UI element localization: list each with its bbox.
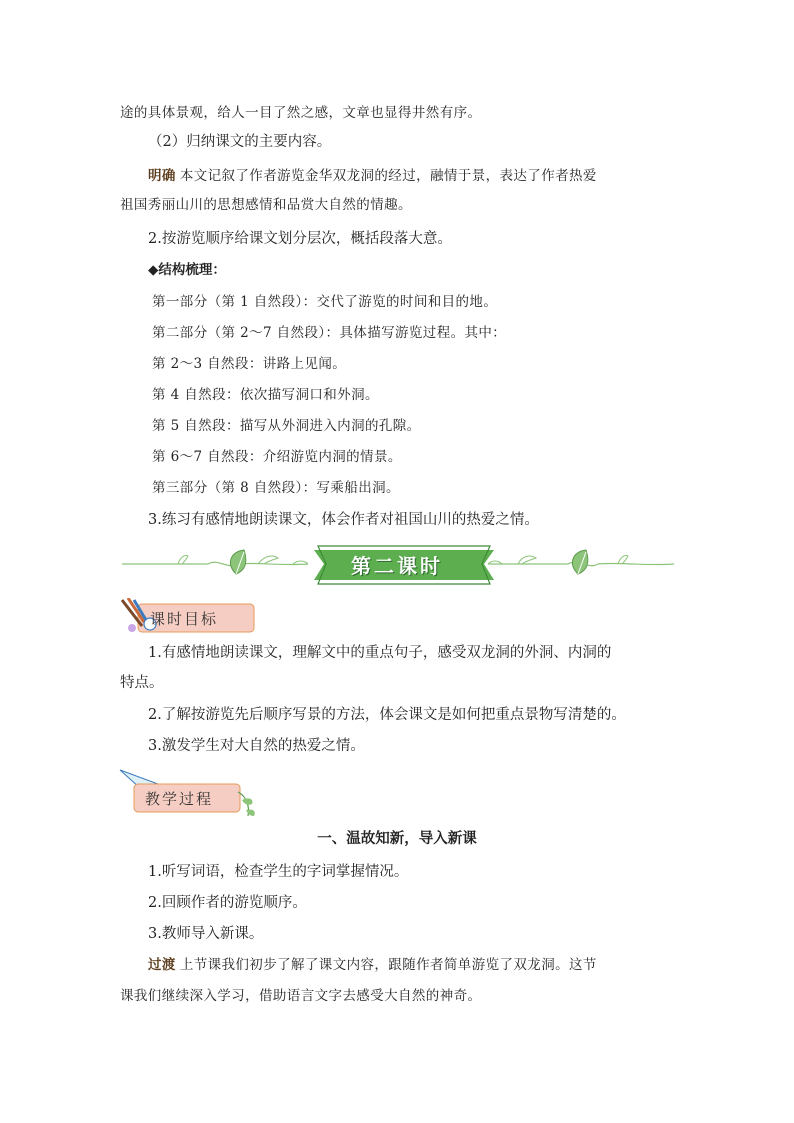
objective-item: 3.激发学生对大自然的热爱之情。	[148, 738, 365, 754]
mingque-paragraph	[148, 166, 708, 186]
leaf-icon	[572, 550, 587, 574]
guodu-text: 上节课我们初步了解了课文内容，跟随作者简单游览了双龙洞。这节	[179, 957, 597, 973]
mingque-text: 本文记叙了作者游览金华双龙洞的经过，融情于景，表达了作者热爱	[179, 168, 597, 184]
question-2: （2）归纳课文的主要内容。	[148, 134, 332, 150]
process-step: 3.教师导入新课。	[148, 926, 264, 942]
process-step: 2.回顾作者的游览顺序。	[148, 895, 307, 911]
process-step: 1.听写词语，检查学生的字词掌握情况。	[148, 864, 409, 880]
leaf-sprig-icon	[238, 792, 255, 816]
structure-heading: ◆结构梳理：	[148, 262, 226, 278]
lesson-banner-label: 第二课时	[351, 553, 443, 578]
objective-item: 1.有感情地朗读课文，理解文中的重点句子，感受双龙洞的外洞、内洞的	[148, 645, 612, 661]
structure-item: 第 6～7 自然段：介绍游览内洞的情景。	[152, 449, 402, 465]
task-3: 3.练习有感情地朗读课文，体会作者对祖国山川的热爱之情。	[148, 512, 539, 528]
objectives-tag-label: 课时目标	[150, 610, 219, 628]
guodu-paragraph	[148, 955, 708, 975]
process-tag-label: 教学过程	[145, 790, 214, 808]
leaf-icon	[230, 550, 245, 574]
structure-item: 第 4 自然段：依次描写洞口和外洞。	[152, 387, 379, 403]
task-2: 2.按游览顺序给课文划分层次，概括段落大意。	[148, 231, 452, 247]
structure-item: 第三部分（第 8 自然段）：写乘船出洞。	[152, 480, 400, 496]
structure-item: 第二部分（第 2～7 自然段）：具体描写游览过程。其中：	[152, 325, 507, 341]
objective-item-cont: 特点。	[120, 675, 164, 691]
mingque-label: 明确	[148, 168, 176, 184]
section-title: 一、温故知新，导入新课	[317, 830, 477, 847]
structure-item: 第 2～3 自然段：讲路上见闻。	[152, 356, 347, 372]
guodu-label: 过渡	[148, 957, 176, 973]
guodu-text-cont: 课我们继续深入学习，借助语言文字去感受大自然的神奇。	[120, 988, 482, 1004]
structure-item: 第 5 自然段：描写从外洞进入内洞的孔隙。	[152, 418, 421, 434]
vine-left	[122, 555, 308, 565]
structure-item: 第一部分（第 1 自然段）：交代了游览的时间和目的地。	[152, 294, 498, 310]
mingque-text-cont: 祖国秀丽山川的思想感情和品赏大自然的情趣。	[120, 197, 412, 213]
objective-item: 2.了解按游览先后顺序写景的方法，体会课文是如何把重点景物写清楚的。	[148, 707, 626, 723]
paragraph-line: 途的具体景观，给人一目了然之感，文章也显得井然有序。	[120, 105, 482, 121]
